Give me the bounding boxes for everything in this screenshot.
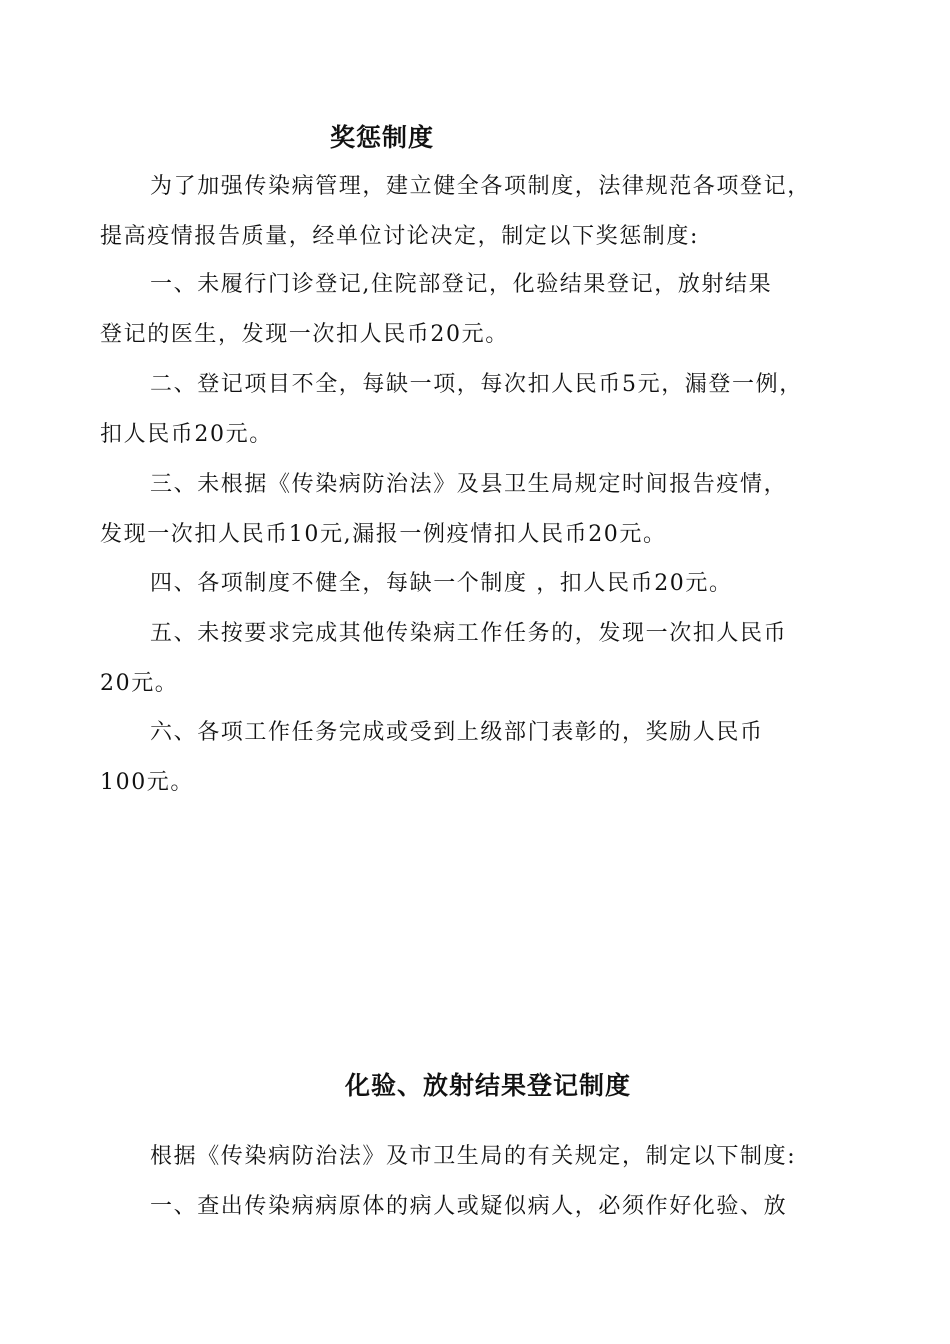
section2-line-2: 一、查出传染病病原体的病人或疑似病人，必须作好化验、放 [150,1194,788,1219]
section1-line-7: 三、未根据《传染病防治法》及县卫生局规定时间报告疫情， [150,472,788,497]
section1-line-9: 四、各项制度不健全，每缺一个制度 ，扣人民币20元。 [150,571,733,596]
section1-line-1: 为了加强传染病管理，建立健全各项制度，法律规范各项登记， [150,174,811,199]
section1-line-8: 发现一次扣人民币10元,漏报一例疫情扣人民币20元。 [100,522,667,547]
section1-line-6: 扣人民币20元。 [100,422,273,447]
section1-title: 奖惩制度 [330,123,435,152]
section2-line-1: 根据《传染病防治法》及市卫生局的有关规定，制定以下制度: [150,1144,797,1169]
section1-line-10: 五、未按要求完成其他传染病工作任务的，发现一次扣人民币 [150,621,788,646]
section1-line-11: 20元。 [100,671,179,696]
section1-line-2: 提高疫情报告质量，经单位讨论决定，制定以下奖惩制度: [100,224,700,249]
section1-line-13: 100元。 [100,770,194,795]
section2-title: 化验、放射结果登记制度 [345,1071,632,1100]
section1-line-4: 登记的医生，发现一次扣人民币20元。 [100,322,509,347]
section1-line-12: 六、各项工作任务完成或受到上级部门表彰的，奖励人民币 [150,720,764,745]
section1-line-5: 二、登记项目不全，每缺一项，每次扣人民币5元，漏登一例， [150,372,803,397]
section1-line-3: 一、未履行门诊登记,住院部登记，化验结果登记，放射结果 [150,272,773,297]
